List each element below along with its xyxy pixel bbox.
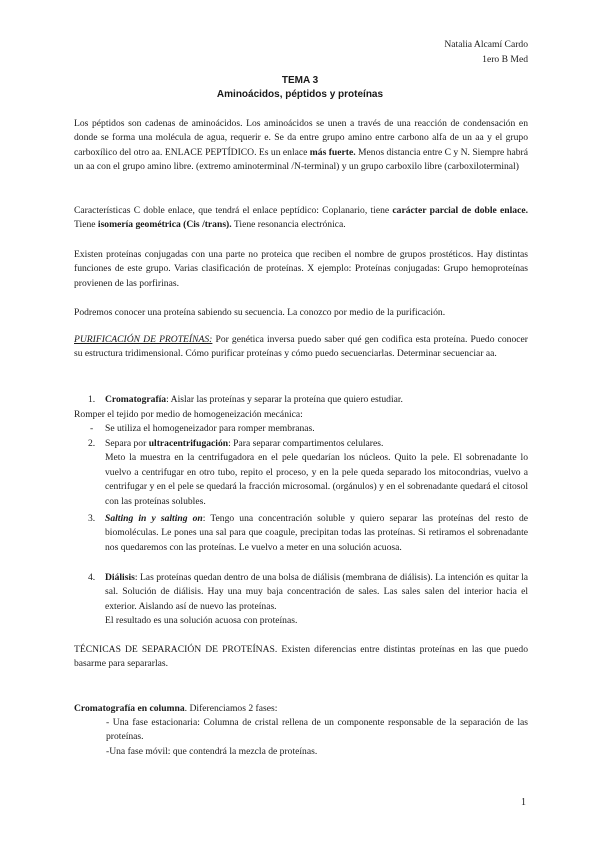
paragraph-conjugadas: Existen proteínas conjugadas con una parte no proteica que reciben el nombre de grupos prostéticos. Hay distintas funciones de este grupo. Varias clasificación de proteínas. X ejemplo: Proteínas conjugadas: Grupo hemoproteínas provienen de las porfirinas. (74, 249, 528, 289)
paragraph-purificacion: PURIFICACIÓN DE PROTEÍNAS: Por genética inversa puedo saber qué gen codifica esta proteína. Puedo conocer su estructura tridimensional. Cómo purificar proteínas y cómo puedo secuenciarlas. Determinar secuenciar aa. (74, 334, 528, 360)
section-heading-purificacion: PURIFICACIÓN DE PROTEÍNAS: (74, 334, 213, 345)
list-item-ultracentrifugacion: 2. Separa por ultracentrifugación: Para separar compartimentos celulares. Meto la muestra en la centrifugadora en el pele quedarían los núcleos. Quito la pele. El sobrenadante lo vuelvo a centrifugar en otro tubo, repito el proceso, y en la pele queda separado los mitocondrias, vuelvo a centrifugar y en el pele se quedará la fracción microsomal. (orgánulos) y en el sobrenadante quedará el citosol con las proteínas solubles. (88, 438, 528, 507)
list-item-homogeneizador: - Se utiliza el homogeneizador para romper membranas. (90, 423, 315, 434)
paragraph-peptidos: Los péptidos son cadenas de aminoácidos. Los aminoácidos se unen a través de una reacción de condensación en donde se forma una molécula de agua, requerir e. Se da entre grupo amino entre carbono alfa de un aa y el grupo carboxílico del otro aa. ENLACE PEPTÍDICO. Es un enlace más fuerte. Menos distancia entre C y N. Siempre habrá un aa con el grupo amino libre. (extremo aminoterminal /N-terminal) y un grupo carboxilo libre (carboxiloterminal) (74, 118, 528, 173)
topic-title: TEMA 3 (281, 75, 319, 86)
paragraph-tecnicas: TÉCNICAS DE SEPARACIÓN DE PROTEÍNAS. Existen diferencias entre distintas proteínas en las que puedo basarme para separarlas. (74, 644, 528, 670)
author-name: Natalia Alcamí Cardo (444, 39, 528, 50)
paragraph-romper-tejido: Romper el tejido por medio de homogeneización mecánica: (74, 409, 303, 420)
author-header (444, 37, 528, 67)
page-number: 1 (521, 797, 526, 808)
list-item-dialisis: 4. Diálisis: Las proteínas quedan dentro de una bolsa de diálisis (membrana de diálisis). La intención es quitar la sal. Solución de diálisis. Hay una muy baja concentración de sales. Las sales salen del interior hacia el exterior. Aislando así de nuevo las proteínas. El resultado es una solución acuosa con proteínas. (88, 572, 528, 627)
list-item-salting: 3. Salting in y salting on: Tengo una concentración soluble y quiero separar las proteínas del resto de biomoléculas. Le pones una sal para que coagule, precipitan todas las proteínas. Si retiramos el sobrenadante nos quedaremos con las proteínas. Le vuelvo a meter en una solución acuosa. (88, 513, 528, 553)
phase-movil: -Una fase móvil: que contendrá la mezcla de proteínas. (106, 746, 318, 757)
paragraph-secuencia: Podremos conocer una proteína sabiendo su secuencia. La conozco por medio de la purificación. (74, 307, 446, 318)
course-name: 1ero B Med (482, 54, 528, 65)
topic-subtitle: Aminoácidos, péptidos y proteínas (216, 89, 384, 100)
list-item-cromatografia: 1. Cromatografía: Aislar las proteínas y separar la proteína que quiero estudiar. (88, 394, 403, 405)
phase-estacionaria: - Una fase estacionaria: Columna de cristal rellena de un componente responsable de la separación de las proteínas. (106, 717, 528, 743)
paragraph-caracteristicas: Características C doble enlace, que tendrá el enlace peptídico: Coplanario, tiene carácter parcial de doble enlace. Tiene isomería geométrica (Cis /trans). Tiene resonancia electrónica. (74, 205, 529, 231)
paragraph-cromatografia-columna: Cromatografía en columna. Diferenciamos 2 fases: (74, 703, 278, 714)
